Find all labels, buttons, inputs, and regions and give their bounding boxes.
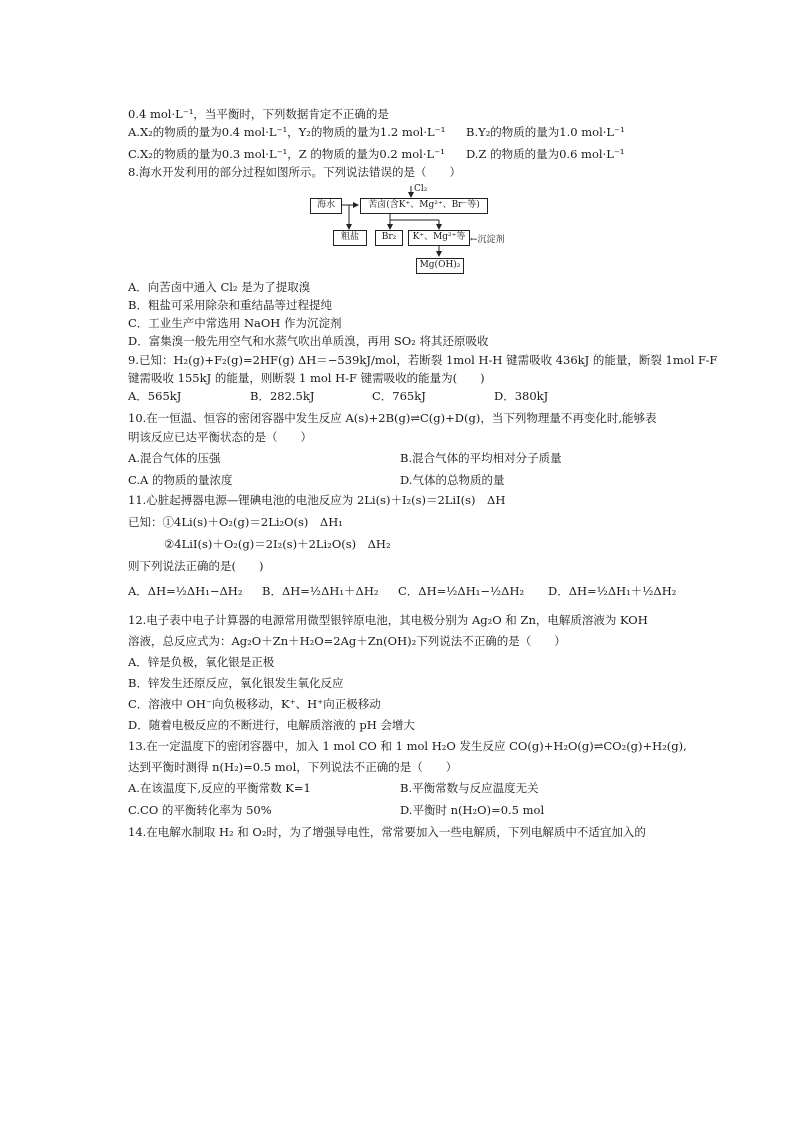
q13-option-d: D.平衡时 n(H₂O)=0.5 mol [400,803,545,817]
q11-option-b: B．ΔH=½ΔH₁＋ΔH₂ [262,584,379,598]
precipitant-label: ←沉淀剂 [470,235,505,245]
q12-option-b: B．锌发生还原反应，氧化银发生氧化反应 [128,676,344,690]
magnesium-hydroxide-box: Mg(OH)₂ [416,258,464,274]
brine-box: 苦卤(含K⁺、Mg²⁺、Br⁻等) [360,198,488,214]
crude-salt-box: 粗盐 [333,230,367,246]
q12-stem-line1: 12.电子表中电子计算器的电源常用微型银锌原电池，其电极分别为 Ag₂O 和 Zn，电解质溶液为 KOH [128,613,648,627]
diagram-arrows [0,0,794,300]
q13-option-a: A.在该温度下,反应的平衡常数 K=1 [128,781,311,795]
q9-option-a: A．565kJ [128,389,182,403]
q9-stem-line1: 9.已知：H₂(g)+F₂(g)=2HF(g) ΔH＝−539kJ/mol，若断裂 1mol H-H 键需吸收 436kJ 的能量，断裂 1mol F-F [128,353,718,367]
q10-option-c: C.A 的物质的量浓度 [128,473,233,487]
q7-stem-continuation: 0.4 mol·L⁻¹，当平衡时，下列数据肯定不正确的是 [128,107,389,121]
q10-stem-line1: 10.在一恒温、恒容的密闭容器中发生反应 A(s)+2B(g)⇌C(g)+D(g)，当下列物理量不再变化时,能够表 [128,411,657,425]
cl2-label: Cl₂ [414,184,428,194]
q8-option-d: D．富集溴一般先用空气和水蒸气吹出单质溴，再用 SO₂ 将其还原吸收 [128,334,489,348]
q7-option-b: B.Y₂的物质的量为1.0 mol·L⁻¹ [466,125,625,139]
q12-option-a: A．锌是负极，氧化银是正极 [128,655,275,669]
q9-option-d: D．380kJ [494,389,549,403]
seawater-box: 海水 [310,198,342,214]
q7-option-a: A.X₂的物质的量为0.4 mol·L⁻¹，Y₂的物质的量为1.2 mol·L⁻¹ [128,125,446,139]
q13-option-b: B.平衡常数与反应温度无关 [400,781,539,795]
q13-stem-line1: 13.在一定温度下的密闭容器中，加入 1 mol CO 和 1 mol H₂O 发生反应 CO(g)+H₂O(g)⇌CO₂(g)+H₂(g), [128,739,687,753]
q14-stem-line1: 14.在电解水制取 H₂ 和 O₂时，为了增强导电性，常常要加入一些电解质，下列电解质中不适宜加入的 [128,825,646,839]
q11-stem-line1: 11.心脏起搏器电源—锂碘电池的电池反应为 2Li(s)＋I₂(s)＝2LiI(s) ΔH [128,493,506,507]
q7-option-d: D.Z 的物质的量为0.6 mol·L⁻¹ [466,147,625,161]
bromine-box: Br₂ [375,230,403,246]
q12-stem-line2: 溶液，总反应式为：Ag₂O＋Zn＋H₂O=2Ag＋Zn(OH)₂下列说法不正确的是（ ） [128,634,566,648]
q8-stem: 8.海水开发利用的部分过程如图所示。下列说法错误的是（ ） [128,165,461,179]
q10-stem-line2: 明该反应已达平衡状态的是（ ） [128,430,312,444]
q10-option-d: D.气体的总物质的量 [400,473,505,487]
q9-stem-line2: 键需吸收 155kJ 的能量，则断裂 1 mol H-F 键需吸收的能量为( ) [128,371,485,385]
q11-stem-question: 则下列说法正确的是( ) [128,559,264,573]
q11-option-d: D．ΔH=½ΔH₁＋½ΔH₂ [548,584,677,598]
q11-given-line2: ②4LiI(s)＋O₂(g)＝2I₂(s)＋2Li₂O(s) ΔH₂ [164,537,391,551]
q8-option-a: A．向苦卤中通入 Cl₂ 是为了提取溴 [128,280,311,294]
q8-option-b: B．粗盐可采用除杂和重结晶等过程提纯 [128,298,332,312]
q10-option-b: B.混合气体的平均相对分子质量 [400,451,562,465]
q11-option-c: C．ΔH=½ΔH₁−½ΔH₂ [398,584,525,598]
q11-given-line1: 已知：①4Li(s)＋O₂(g)＝2Li₂O(s) ΔH₁ [128,515,343,529]
q9-option-b: B．282.5kJ [250,389,315,403]
q12-option-d: D．随着电极反应的不断进行，电解质溶液的 pH 会增大 [128,718,415,732]
q12-option-c: C．溶液中 OH⁻向负极移动，K⁺、H⁺向正极移动 [128,697,381,711]
q13-option-c: C.CO 的平衡转化率为 50% [128,803,272,817]
q13-stem-line2: 达到平衡时测得 n(H₂)=0.5 mol，下列说法不正确的是（ ） [128,760,458,774]
q7-option-c: C.X₂的物质的量为0.3 mol·L⁻¹，Z 的物质的量为0.2 mol·L⁻¹ [128,147,445,161]
ions-box: K⁺、Mg²⁺等 [408,230,470,246]
q9-option-c: C．765kJ [372,389,426,403]
q8-option-c: C．工业生产中常选用 NaOH 作为沉淀剂 [128,316,342,330]
q11-option-a: A．ΔH=½ΔH₁−ΔH₂ [128,584,243,598]
q10-option-a: A.混合气体的压强 [128,451,221,465]
